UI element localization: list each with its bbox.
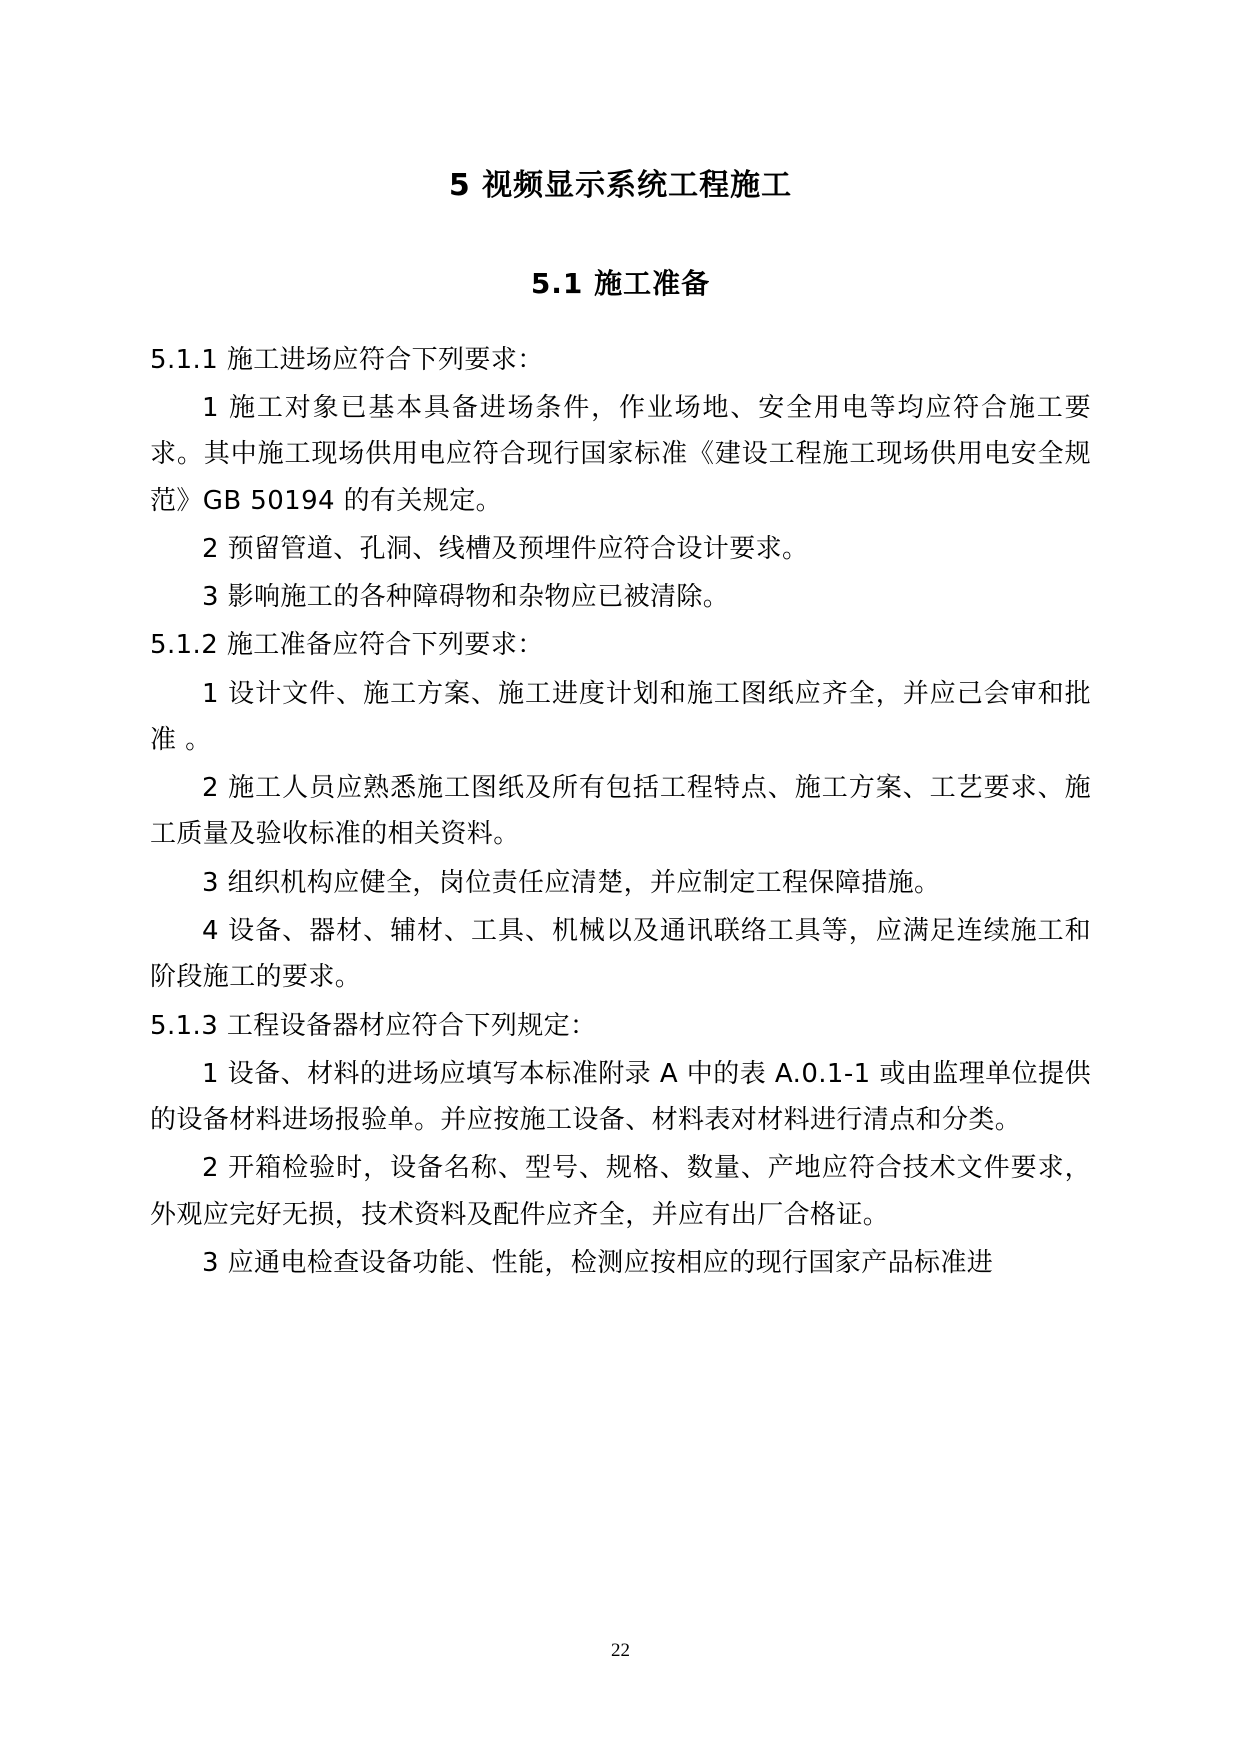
paragraph-item-5-1-1-1: 1 施工对象已基本具备进场条件，作业场地、安全用电等均应符合施工要求。其中施工现场供用电应符合现行国家标准《建设工程施工现场供用电安全规范》GB 50194 的有关规定。 bbox=[150, 393, 1091, 516]
paragraph-item-5-1-3-3: 3 应通电检查设备功能、性能，检测应按相应的现行国家产品标准进 bbox=[202, 1247, 994, 1278]
paragraph-item-5-1-2-3: 3 组织机构应健全，岗位责任应清楚，并应制定工程保障措施。 bbox=[202, 867, 941, 898]
paragraph-clause-5-1-2: 5.1.2 施工准备应符合下列要求： bbox=[150, 630, 544, 661]
paragraph-item-5-1-1-2: 2 预留管道、孔洞、线槽及预埋件应符合设计要求。 bbox=[202, 533, 809, 564]
paragraph-clause-5-1-1: 5.1.1 施工进场应符合下列要求： bbox=[150, 344, 544, 375]
page-number: 22 bbox=[611, 1640, 630, 1661]
body-text bbox=[150, 337, 1091, 1286]
paragraph-item-5-1-2-2: 2 施工人员应熟悉施工图纸及所有包括工程特点、施工方案、工艺要求、施工质量及验收标准的相关资料。 bbox=[150, 773, 1091, 850]
chapter-title: 5 视频显示系统工程施工 bbox=[448, 168, 793, 203]
section-title: 5.1 施工准备 bbox=[530, 267, 711, 300]
paragraph-item-5-1-3-1: 1 设备、材料的进场应填写本标准附录 A 中的表 A.0.1-1 或由监理单位提供的设备材料进场报验单。并应按施工设备、材料表对材料进行清点和分类。 bbox=[150, 1058, 1091, 1136]
paragraph-item-5-1-2-4: 4 设备、器材、辅材、工具、机械以及通讯联络工具等，应满足连续施工和阶段施工的要求。 bbox=[150, 915, 1091, 993]
paragraph-item-5-1-2-1: 1 设计文件、施工方案、施工进度计划和施工图纸应齐全，并应己会审和批准 。 bbox=[150, 678, 1091, 755]
paragraph-clause-5-1-3: 5.1.3 工程设备器材应符合下列规定： bbox=[150, 1010, 597, 1041]
paragraph-item-5-1-3-2: 2 开箱检验时，设备名称、型号、规格、数量、产地应符合技术文件要求，外观应完好无损，技术资料及配件应齐全，并应有出厂合格证。 bbox=[150, 1153, 1091, 1230]
paragraph-item-5-1-1-3: 3 影响施工的各种障碍物和杂物应已被清除。 bbox=[202, 582, 730, 613]
